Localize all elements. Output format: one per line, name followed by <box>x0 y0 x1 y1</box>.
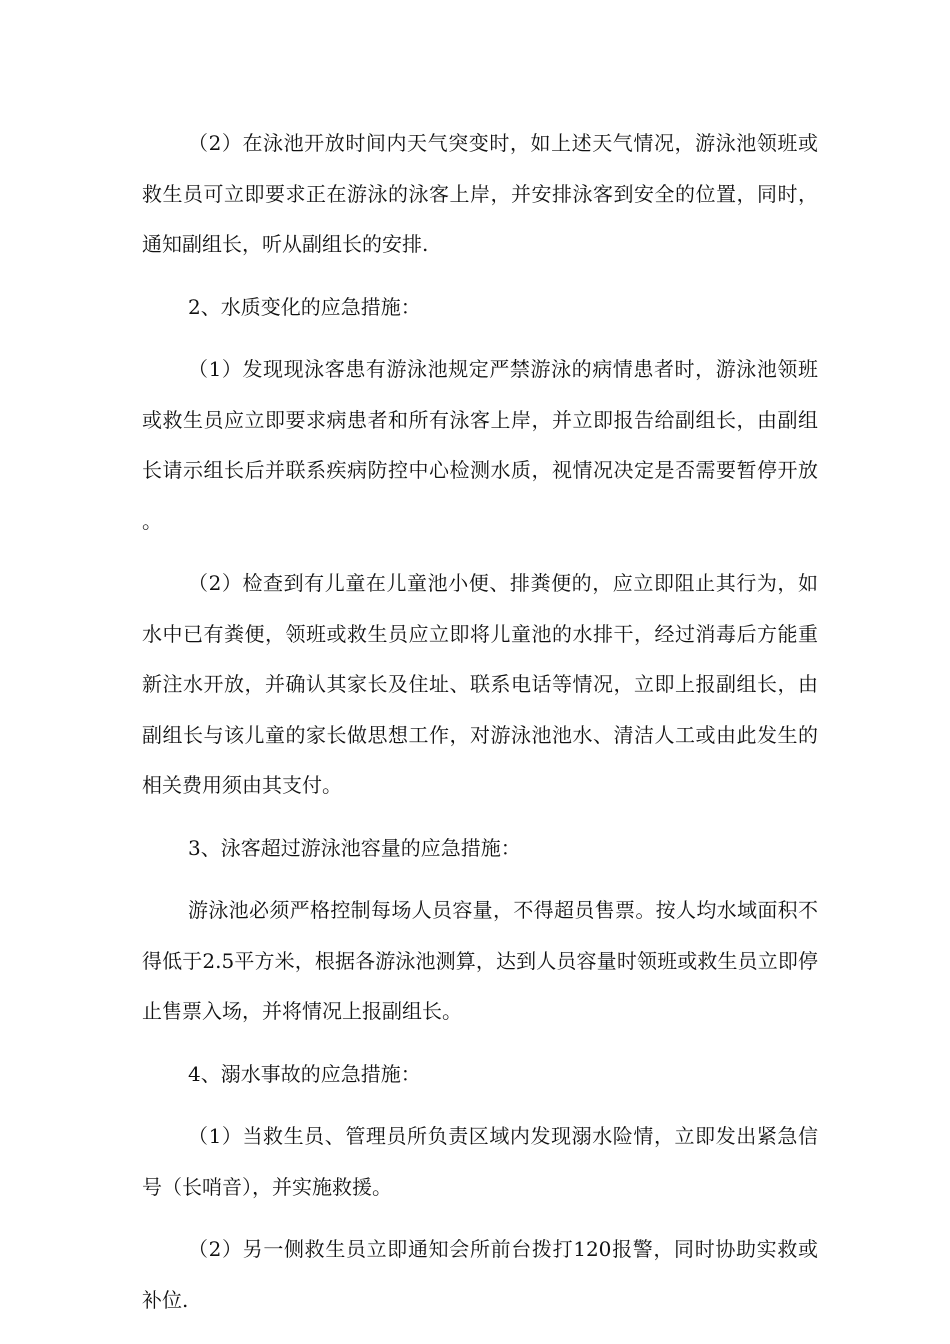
paragraph-drowning-call: （2）另一侧救生员立即通知会所前台拨打120报警，同时协助实救或补位. <box>142 1237 818 1312</box>
section-heading-over-capacity: 3、泳客超过游泳池容量的应急措施： <box>188 835 521 860</box>
paragraph-capacity-control: 游泳池必须严格控制每场人员容量，不得超员售票。按人均水域面积不得低于2.5平方米，根据各游泳池测算，达到人员容量时领班或救生员立即停止售票入场，并将情况上报副组长。 <box>142 898 818 1023</box>
paragraph-drowning-alert: （1）当救生员、管理员所负责区域内发现溺水险情，立即发出紧急信号（长哨音），并实施救援。 <box>142 1124 818 1199</box>
section-heading-water-quality: 2、水质变化的应急措施： <box>188 294 421 319</box>
document-body <box>142 118 818 1337</box>
section-heading-drowning: 4、溺水事故的应急措施： <box>188 1061 421 1086</box>
paragraph-illness-found: （1）发现现泳客患有游泳池规定严禁游泳的病情患者时，游泳池领班或救生员应立即要求病患者和所有泳客上岸，并立即报告给副组长，由副组长请示组长后并联系疾病防控中心检测水质，视情况决定是否需要暂停开放。 <box>142 357 818 533</box>
paragraph-weather-change: （2）在泳池开放时间内天气突变时，如上述天气情况，游泳池领班或救生员可立即要求正在游泳的泳客上岸，并安排泳客到安全的位置，同时，通知副组长，听从副组长的安排. <box>142 131 818 256</box>
paragraph-child-pool-contamination: （2）检查到有儿童在儿童池小便、排粪便的，应立即阻止其行为，如水中已有粪便，领班或救生员应立即将儿童池的水排干，经过消毒后方能重新注水开放，并确认其家长及住址、联系电话等情况，立即上报副组长，由副组长与该儿童的家长做思想工作，对游泳池池水、清洁人工或由此发生的相关费用须由其支付。 <box>142 571 818 797</box>
